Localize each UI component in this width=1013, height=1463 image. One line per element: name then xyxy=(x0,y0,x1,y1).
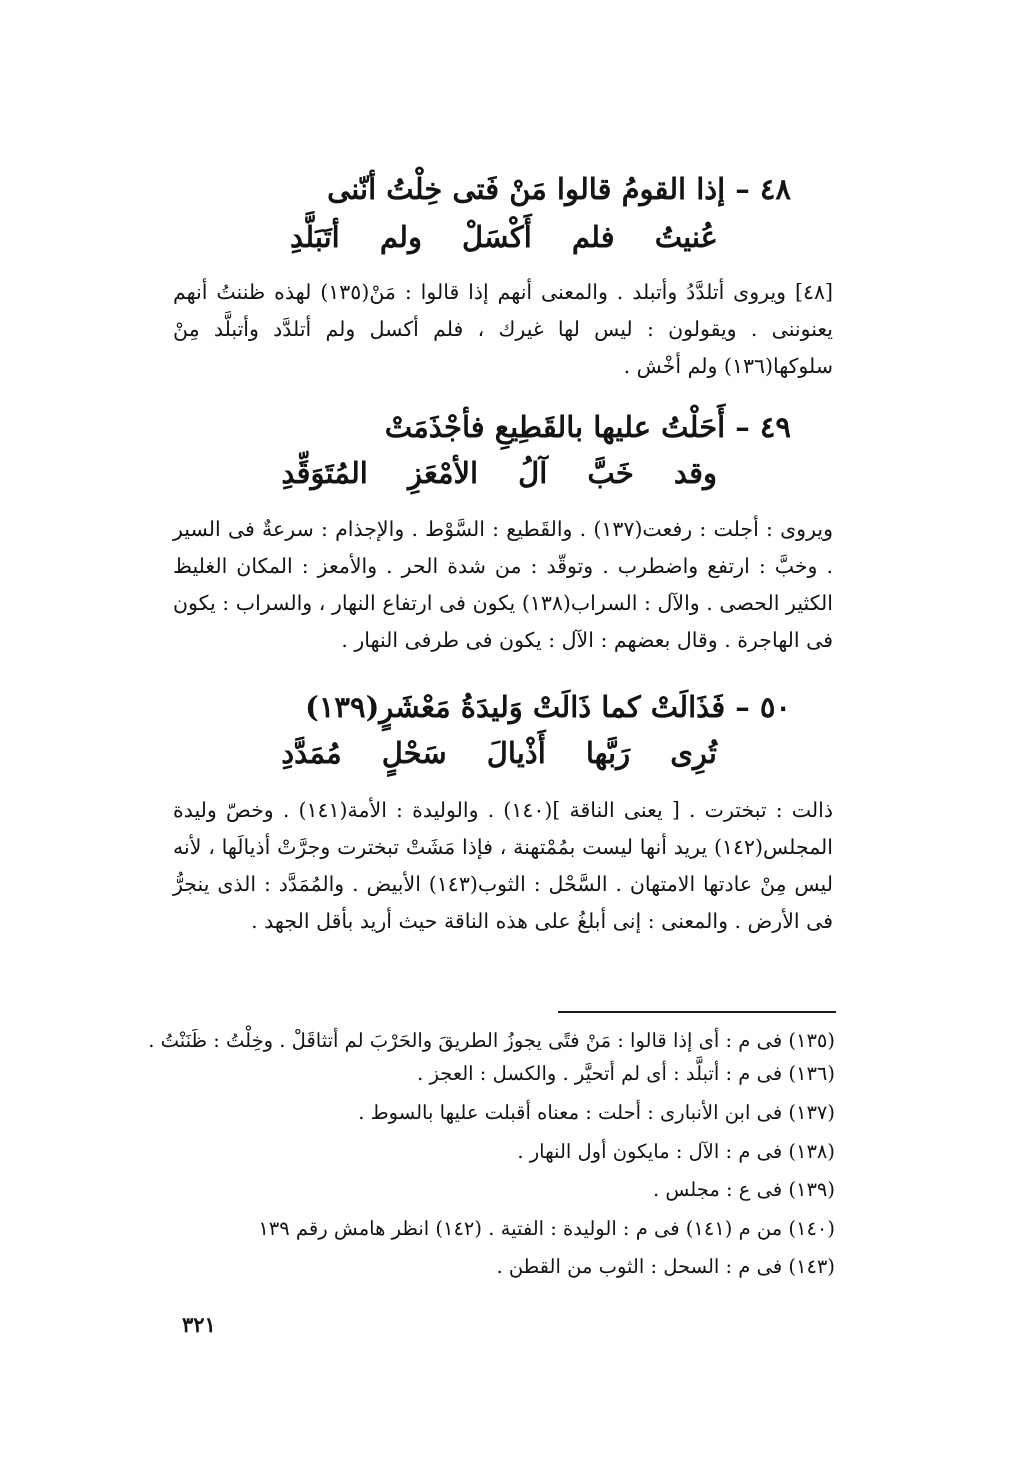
page-number: ٣٢١ xyxy=(182,1312,216,1337)
footnote-137: (١٣٧) فى ابن الأنبارى : أحلت : معناه أقبلت عليها بالسوط . xyxy=(358,1101,835,1124)
verse-48-commentary: [٤٨] ويروى أتلدَّدُ وأتبلد . والمعنى أنهم إذا قالوا : مَنْ(١٣٥) لهذه ظننتُ أنهم يعنوننى . ويقولون : ليس لها غيرك ، فلم أكسل ولم أتلدَّد وأتبلَّد مِنْ سلوكها(١٣٦) ولم أخْش . xyxy=(173,280,833,378)
verse-49-text: أَحَلْتُ عليها بالقَطِيعِ فأجْذَمَتْ xyxy=(384,410,726,444)
verse-50-text: فَذَالَتْ كما ذَالَتْ وَليدَةُ مَعْشَرٍ(١٣٩) xyxy=(305,690,726,724)
verse-50-first-hemistich xyxy=(305,690,791,724)
verse-50-number: ٥٠ – xyxy=(735,690,791,724)
verse-49-second-hemistich: وقد خَبَّ آلُ الأمْعَزِ المُتَوَقِّدِ xyxy=(281,456,717,490)
verse-49-commentary: ويروى : أجلت : رفعت(١٣٧) . والقَطيع : السَّوْط . والإجذام : سرعةٌ فى السير . وخبَّ : ارتفع واضطرب . وتوقّد : من شدة الحر . والأمعز : المكان الغليظ الكثير الحصى . والآل : السراب(١٣٨) يكون فى ارتفاع النهار ، والسراب : يكون فى الهاجرة . وقال بعضهم : الآل : يكون فى طرفى النهار . xyxy=(173,517,834,652)
verse-50-commentary: ذالت : تبخترت . [ يعنى الناقة ](١٤٠) . والوليدة : الأمة(١٤١) . وخصّ وليدة المجلس(١٤٢) يريد أنها ليست بمُمْتهنة ، فإذا مَشَتْ تبخترت وجرَّتْ أذيالَها ، لأنه ليس مِنْ عادتها الامتهان . السَّحْل : الثوب(١٤٣) الأبيض . والمُمَدَّد : الذى ينجرُّ فى الأرض . والمعنى : إنى أبلغُ على هذه الناقة حيث أريد بأقل الجهد . xyxy=(173,798,833,933)
footnote-140-142: (١٤٠) من م (١٤١) فى م : الوليدة : الفتية . (١٤٢) انظر هامش رقم ١٣٩ xyxy=(258,1216,835,1240)
verse-48-number: ٤٨ – xyxy=(735,172,791,206)
verse-48-text: إذا القومُ قالوا مَنْ فَتى خِلْتُ أنّنى xyxy=(327,172,726,206)
footnote-139: (١٣٩) فى ع : مجلس . xyxy=(653,1178,835,1201)
verse-50-second-hemistich: تُرِى رَبَّها أَذْيالَ سَحْلٍ مُمَدَّدِ xyxy=(281,736,717,770)
footnote-135-136: (١٣٥) فى م : أى إذا قالوا : مَنْ فتًى يجوزُ الطريقَ والحَرْبَ لم أتثاقَلْ . وخِلْتُ : ظَنَنْتُ . (١٣٦) فى م : أتبلَّد : أى لم أتحيَّر . والكسل : العجز . xyxy=(148,1029,835,1085)
footnote-143: (١٤٣) فى م : السحل : الثوب من القطن . xyxy=(496,1255,835,1278)
verse-49-first-hemistich xyxy=(385,410,791,444)
footnote-138: (١٣٨) فى م : الآل : مايكون أول النهار . xyxy=(517,1139,835,1163)
verse-48-first-hemistich xyxy=(327,172,791,206)
verse-49-number: ٤٩ – xyxy=(735,410,791,444)
footnote-separator xyxy=(558,1011,836,1013)
footnotes xyxy=(135,1024,835,1287)
verse-48-second-hemistich: عُنيتُ فلم أَكْسَلْ ولم أتَبَلَّدِ xyxy=(290,220,718,254)
